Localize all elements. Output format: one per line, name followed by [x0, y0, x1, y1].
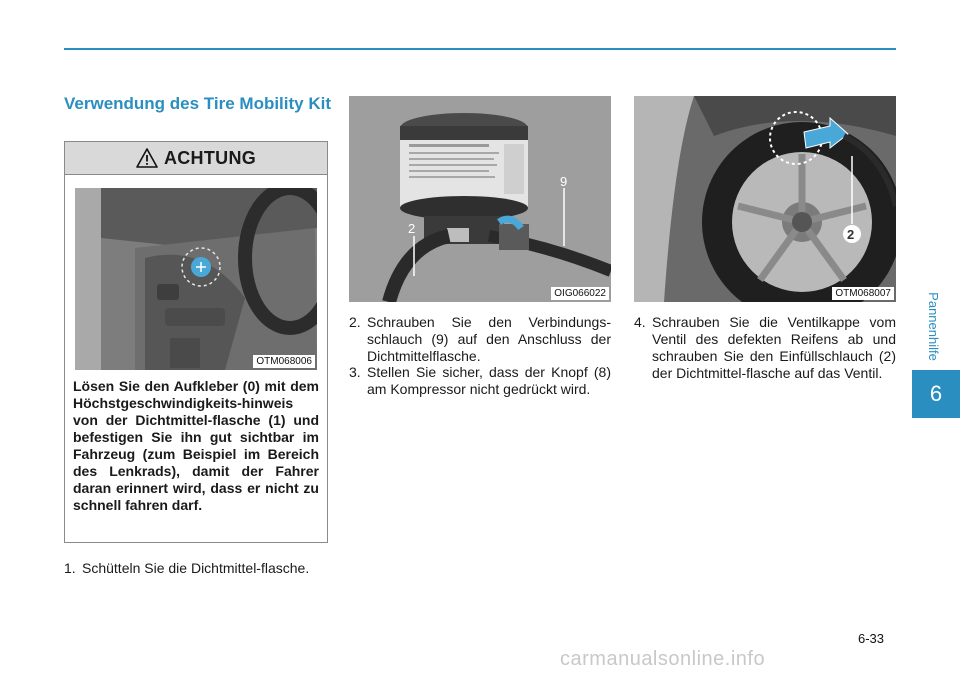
step-text: Schrauben Sie den Verbindungs-schlauch (9) auf den Anschluss der Dichtmittelflasche. [367, 314, 611, 364]
warning-text: Lösen Sie den Aufkleber (0) mit dem Höchstgeschwindigkeits-hinweis von der Dichtmittel-flasche (1) und befestigen Sie ihn gut sichtbar im Fahrzeug (zum Beispiel im Bereich des Lenkrads), damit der Fahrer daran erinnert wird, dass er nicht zu schnell fahren darf. [73, 378, 319, 513]
figure-sealant-bottle [349, 96, 611, 302]
warning-triangle-icon [136, 148, 158, 168]
warning-label: ACHTUNG [163, 147, 257, 168]
step-number: 1. [64, 560, 76, 576]
step-2 [349, 314, 611, 365]
warning-header [65, 142, 327, 175]
step-number: 2. [349, 314, 361, 330]
top-rule [64, 48, 896, 50]
chapter-name: Pannenhilfe [925, 291, 941, 361]
step-text: Schrauben Sie die Ventilkappe vom Ventil des defekten Reifens ab und schrauben Sie den Einfüllschlauch (2) der Dichtmittel-flasche auf das Ventil. [652, 314, 896, 381]
step-text: Stellen Sie sicher, dass der Knopf (8) am Kompressor nicht gedrückt wird. [367, 364, 611, 397]
step-1 [64, 560, 326, 577]
watermark: carmanualsonline.info [560, 648, 766, 670]
step-4 [634, 314, 896, 382]
step-number: 4. [634, 314, 646, 330]
callout-9-label: 9 [560, 174, 568, 189]
warning-box [64, 141, 328, 543]
tire-figure-caption: OTM068007 [832, 287, 894, 300]
step-3 [349, 364, 611, 398]
page-number: 6-33 [858, 631, 885, 646]
warning-photo-dashboard [75, 188, 317, 370]
step-number: 3. [349, 364, 361, 380]
figure-tire-valve [634, 96, 896, 302]
bottle-figure-caption: OIG066022 [551, 287, 609, 300]
warning-photo-caption: OTM068006 [253, 355, 315, 368]
step-text: Schütteln Sie die Dichtmittel-flasche. [82, 560, 310, 576]
chapter-tab[interactable]: 6 [912, 370, 960, 418]
callout-2-label: 2 [408, 221, 416, 236]
section-title: Verwendung des Tire Mobility Kit [64, 94, 332, 113]
tire-callout-2-label: 2 [847, 227, 855, 242]
chapter-side-label [918, 286, 948, 366]
